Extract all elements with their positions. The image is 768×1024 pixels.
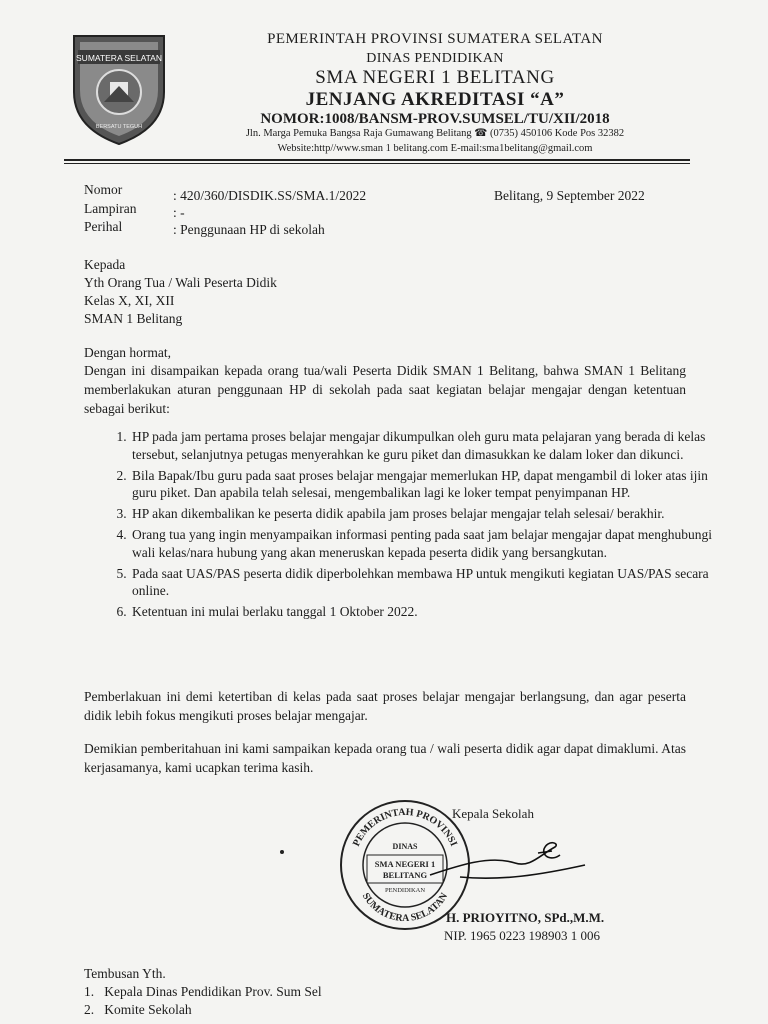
recipient-line-3: SMAN 1 Belitang [84, 311, 183, 326]
list-item: 1. HP pada jam pertama proses belajar mengajar dikumpulkan oleh guru mata pelajaran yang berada di kelas tersebut, selanjutnya petugas menyerahkan ke guru piket dan dimasukkan ke dalam loker dan dikunci. [130, 428, 722, 464]
header-divider [64, 159, 690, 161]
greeting: Dengan hormat, [84, 345, 171, 360]
perihal-label: Perihal [84, 219, 123, 234]
header-government: PEMERINTAH PROVINSI SUMATERA SELATAN [267, 31, 603, 47]
stamp-line-2: SMA NEGERI 1 [374, 859, 436, 869]
intro-paragraph: Dengan ini disampaikan kepada orang tua/wali Peserta Didik SMAN 1 Belitang, bahwa SMAN 1 Belitang memberlakukan aturan penggunaan HP di sekolah pada saat kegiatan belajar mengajar dengan ketentuan sebagai berikut: [84, 363, 686, 416]
ink-dot [280, 850, 284, 854]
recipient-kepada: Kepada [84, 257, 126, 272]
header-accreditation-number: NOMOR:1008/BANSM-PROV.SUMSEL/TU/XII/2018 [260, 111, 610, 127]
purpose-paragraph: Pemberlakuan ini demi ketertiban di kelas pada saat proses belajar mengajar berlangsung, dan agar peserta didik lebih fokus mengikuti proses belajar mengajar. [84, 689, 686, 723]
list-item: 5. Pada saat UAS/PAS peserta didik diperbolehkan membawa HP untuk mengikuti kegiatan UAS/PAS secara online. [130, 565, 722, 601]
nomor-value: : 420/360/DISDIK.SS/SMA.1/2022 [173, 188, 367, 203]
perihal-value: : Penggunaan HP di sekolah [173, 222, 325, 237]
header-accreditation: JENJANG AKREDITASI “A” [305, 89, 565, 110]
nomor-label: Nomor [84, 182, 123, 197]
list-item: 2. Bila Bapak/Ibu guru pada saat proses belajar mengajar memerlukan HP, dapat mengambil di loker atas ijin guru piket. Dan apabila telah selesai, mengembalikan lagi ke loker tempat penyimpanan HP. [130, 467, 722, 503]
list-item: 3. HP akan dikembalikan ke peserta didik apabila jam proses belajar mengajar telah selesai/ berakhir. [130, 505, 722, 523]
stamp-line-4: PENDIDIKAN [384, 887, 426, 894]
letter-date: Belitang, 9 September 2022 [494, 188, 645, 203]
signer-nip: NIP. 1965 0223 198903 1 006 [444, 928, 601, 943]
cc-item: 2. Komite Sekolah [84, 1002, 192, 1017]
lampiran-label: Lampiran [84, 201, 137, 216]
stamp-ring-bottom: SUMATERA SELATAN [359, 891, 451, 925]
stamp-line-1: DINAS [392, 842, 418, 851]
province-logo [70, 30, 168, 148]
header-department: DINAS PENDIDIKAN [366, 51, 504, 66]
list-item: 6. Ketentuan ini mulai berlaku tanggal 1 Oktober 2022. [130, 603, 722, 621]
handwritten-signature [420, 835, 590, 900]
closing-paragraph: Demikian pemberitahuan ini kami sampaikan kepada orang tua / wali peserta didik agar dapat dimaklumi. Atas kerjasamanya, kami ucapkan terima kasih. [84, 741, 686, 775]
signature-title: Kepala Sekolah [452, 806, 534, 821]
lampiran-value: : - [173, 205, 185, 220]
header-school-name: SMA NEGERI 1 BELITANG [315, 67, 555, 88]
recipient-line-2: Kelas X, XI, XII [84, 293, 175, 308]
cc-title: Tembusan Yth. [84, 966, 166, 981]
cc-item: 1. Kepala Dinas Pendidikan Prov. Sum Sel [84, 984, 322, 999]
header-website: Website:http//www.sman 1 belitang.com E-mail:sma1belitang@gmail.com [277, 143, 593, 154]
recipient-line-1: Yth Orang Tua / Wali Peserta Didik [84, 275, 277, 290]
stamp-line-3: BELITANG [382, 870, 428, 880]
header-divider-thin [64, 163, 690, 164]
header-address: Jln. Marga Pemuka Bangsa Raja Gumawang Belitang ☎ (0735) 450106 Kode Pos 32382 [245, 128, 625, 139]
logo-text-bottom: BERSATU TEGUH [95, 124, 143, 130]
list-item: 4. Orang tua yang ingin menyampaikan informasi penting pada saat jam belajar mengajar dapat menghubungi wali kelas/nara hubung yang akan meneruskan kepada peserta didik yang bersangkutan. [130, 526, 722, 562]
signer-name: H. PRIOYITNO, SPd.,M.M. [446, 910, 605, 925]
stamp-ring-top: PEMERINTAH PROVINSI [351, 806, 459, 849]
logo-text-top: SUMATERA SELATAN [76, 53, 162, 63]
rules-list [84, 428, 722, 624]
